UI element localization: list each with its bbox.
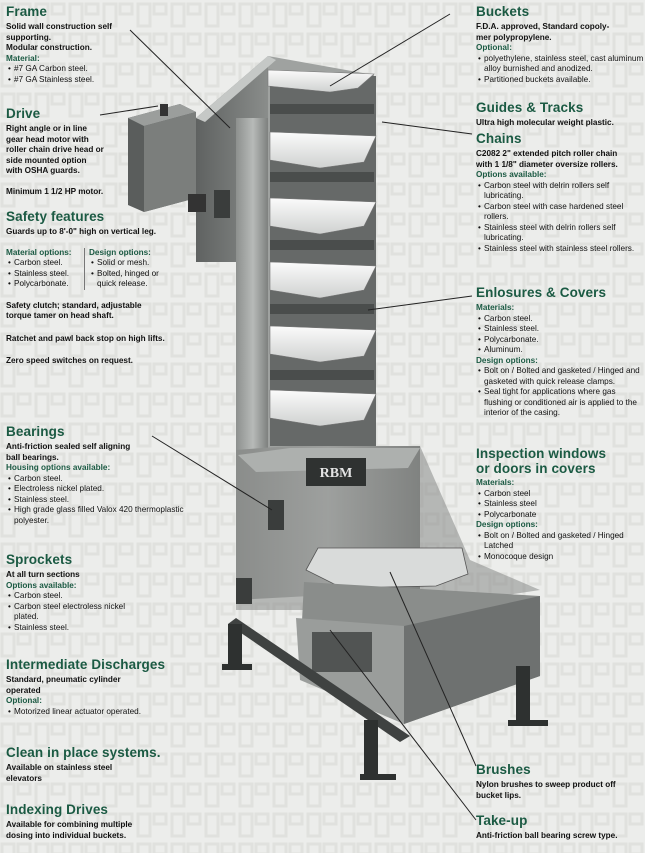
section-take-up xyxy=(476,813,642,842)
brushes-title: Brushes xyxy=(476,762,531,777)
indexing-body-line: Available for combining multiple xyxy=(6,820,133,829)
chains-options-label: Options available: xyxy=(476,170,547,179)
list-item: • Stainless steel with stainless steel rollers. xyxy=(476,244,644,255)
section-intermediate-discharges xyxy=(6,657,206,717)
drive-body-line: roller chain drive head or xyxy=(6,145,104,154)
list-item: • Bolt on / Bolted and gasketed / Hinged and gasketed with quick release clamps. xyxy=(476,366,642,387)
frame-title: Frame xyxy=(6,4,48,19)
takeup-body: Anti-friction ball bearing screw type. xyxy=(476,831,618,840)
sprockets-body: At all turn sections xyxy=(6,570,80,579)
list-item: • Carbon steel with case hardened steel rollers. xyxy=(476,202,644,223)
indexing-title: Indexing Drives xyxy=(6,802,109,817)
section-indexing-drives xyxy=(6,802,206,841)
frame-body-line: Modular construction. xyxy=(6,43,92,52)
enclosures-design-list xyxy=(476,366,642,419)
list-item: • Stainless steel. xyxy=(6,269,84,280)
buckets-title: Buckets xyxy=(476,4,530,19)
drive-body-line: side mounted option xyxy=(6,155,87,165)
guides-body: Ultra high molecular weight plastic. xyxy=(476,118,614,127)
inspection-design-list xyxy=(476,531,642,563)
frame-material-label: Material: xyxy=(6,53,40,63)
clean-title: Clean in place systems. xyxy=(6,745,161,760)
chains-body-line: with 1 1/8" diameter oversize rollers. xyxy=(476,159,618,169)
section-frame xyxy=(6,4,112,85)
section-chains xyxy=(476,131,644,254)
section-guides-tracks xyxy=(476,100,644,129)
list-item: • Electroless nickel plated. xyxy=(6,484,206,495)
inspection-title-line1: Inspection windows xyxy=(476,446,607,461)
buckets-body-line: mer polypropylene. xyxy=(476,32,552,42)
section-brushes xyxy=(476,762,642,801)
list-item: • Stainless steel. xyxy=(476,324,642,335)
drive-body-line: Right angle or in line xyxy=(6,124,87,133)
enclosures-materials-list xyxy=(476,314,642,356)
inspection-materials-list xyxy=(476,489,642,521)
drive-body-line: gear head motor with xyxy=(6,134,89,144)
discharges-options-list xyxy=(6,707,206,718)
section-inspection-windows xyxy=(476,446,642,562)
clean-body-line: Available on stainless steel xyxy=(6,763,113,772)
section-enclosures-covers xyxy=(476,285,642,419)
bearings-housing-list xyxy=(6,474,206,527)
safety-note: Zero speed switches on request. xyxy=(6,356,133,365)
frame-body-line: supporting. xyxy=(6,32,52,42)
bearings-title: Bearings xyxy=(6,424,65,439)
list-item: • Stainless steel xyxy=(476,499,642,510)
bearings-housing-label: Housing options available: xyxy=(6,463,111,472)
list-item: • #7 GA Carbon steel. xyxy=(6,64,112,75)
safety-note: Ratchet and pawl back stop on high lifts. xyxy=(6,333,165,343)
takeup-title: Take-up xyxy=(476,813,528,828)
section-safety xyxy=(6,209,211,367)
safety-design-list xyxy=(89,258,179,290)
section-clean-in-place xyxy=(6,745,206,784)
sprockets-options-list xyxy=(6,591,136,633)
list-item: • Partitioned buckets available. xyxy=(476,75,644,86)
bearings-body-line: Anti-friction sealed self aligning xyxy=(6,442,131,451)
frame-body-line: Solid wall construction self xyxy=(6,22,112,31)
list-item: • Stainless steel with delrin rollers self lubricating. xyxy=(476,223,644,244)
safety-design-label: Design options: xyxy=(89,247,151,257)
chains-body-line: C2082 2" extended pitch roller chain xyxy=(476,149,618,158)
sprockets-title: Sprockets xyxy=(6,552,73,567)
list-item: • Carbon steel. xyxy=(6,474,206,485)
indexing-body-line: dosing into individual buckets. xyxy=(6,830,127,840)
list-item: • Monocoque design xyxy=(476,552,642,563)
drive-title: Drive xyxy=(6,106,41,121)
logo-rbm: RBM xyxy=(319,466,353,481)
list-item: • Carbon steel. xyxy=(476,314,642,325)
enclosures-materials-label: Materials: xyxy=(476,303,515,312)
sprockets-options-label: Options available: xyxy=(6,580,77,590)
chains-title: Chains xyxy=(476,131,522,146)
brushes-body-line: Nylon brushes to sweep product off xyxy=(476,780,616,789)
drive-motor xyxy=(128,104,206,212)
section-bearings xyxy=(6,424,206,526)
section-drive xyxy=(6,106,104,197)
discharges-optional-label: Optional: xyxy=(6,696,42,705)
drive-motor-note: Minimum 1 1/2 HP motor. xyxy=(6,186,104,196)
guides-title: Guides & Tracks xyxy=(476,100,584,115)
enclosures-design-label: Design options: xyxy=(476,355,538,365)
list-item: • Motorized linear actuator operated. xyxy=(6,707,206,718)
safety-note: Safety clutch; standard, adjustable xyxy=(6,300,142,310)
list-item: • Carbon steel. xyxy=(6,258,84,269)
list-item: • Carbon steel electroless nickel plated. xyxy=(6,602,136,623)
enclosures-title: Enlosures & Covers xyxy=(476,285,607,300)
brushes-body-line: bucket lips. xyxy=(476,790,522,800)
bearings-body-line: ball bearings. xyxy=(6,452,59,462)
inspection-materials-label: Materials: xyxy=(476,478,515,487)
discharges-body-line: operated xyxy=(6,685,41,695)
buckets-options-list xyxy=(476,54,644,86)
list-item: • High grade glass filled Valox 420 thermoplastic polyester. xyxy=(6,505,206,526)
list-item: • Solid or mesh. xyxy=(89,258,179,269)
safety-material-list xyxy=(6,258,84,290)
discharges-body-line: Standard, pneumatic cylinder xyxy=(6,675,121,684)
list-item: • Seal tight for applications where gas flushing or conditioned air is applied to the interior of the casing. xyxy=(476,387,642,419)
list-item: • Bolted, hinged or quick release. xyxy=(89,269,179,290)
list-item: • Stainless steel. xyxy=(6,495,206,506)
safety-body: Guards up to 8'-0" high on vertical leg. xyxy=(6,227,157,236)
list-item: • Bolt on / Bolted and gasketed / Hinged Latched xyxy=(476,531,642,552)
list-item: • Polycarbonate xyxy=(476,510,642,521)
safety-note: torque tamer on head shaft. xyxy=(6,311,114,320)
buckets-body-line: F.D.A. approved, Standard copoly- xyxy=(476,22,610,31)
frame-material-list xyxy=(6,64,112,85)
list-item: • Aluminum. xyxy=(476,345,642,356)
safety-material-label: Material options: xyxy=(6,247,72,257)
list-item: • Carbon steel xyxy=(476,489,642,500)
clean-body-line: elevators xyxy=(6,773,42,783)
section-buckets xyxy=(476,4,644,85)
drive-body-line: with OSHA guards. xyxy=(6,166,80,175)
list-item: • Carbon steel with delrin rollers self lubricating. xyxy=(476,181,644,202)
list-item: • Polycarbonate. xyxy=(476,335,642,346)
safety-title: Safety features xyxy=(6,209,105,224)
list-item: • polyethylene, stainless steel, cast aluminum alloy burnished and anodized. xyxy=(476,54,644,75)
section-sprockets xyxy=(6,552,136,633)
list-item: • Carbon steel. xyxy=(6,591,136,602)
discharges-title: Intermediate Discharges xyxy=(6,657,166,672)
list-item: • Polycarbonate. xyxy=(6,279,84,290)
list-item: • #7 GA Stainless steel. xyxy=(6,75,112,86)
chains-options-list xyxy=(476,181,644,255)
inspection-title-line2: or doors in covers xyxy=(476,461,596,476)
list-item: • Stainless steel. xyxy=(6,623,136,634)
buckets-optional-label: Optional: xyxy=(476,43,512,52)
inspection-design-label: Design options: xyxy=(476,520,538,529)
